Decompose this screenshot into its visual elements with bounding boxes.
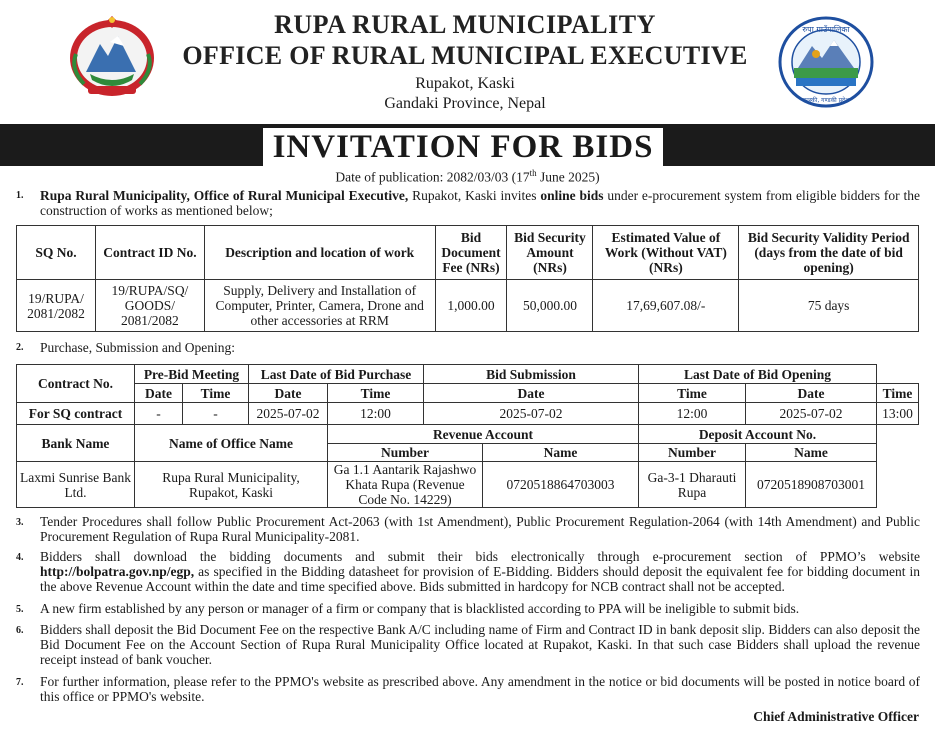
paragraph-number: 5. (16, 604, 24, 615)
col-doc-fee: Bid Document Fee (NRs) (435, 226, 507, 280)
address-line-2: Gandaki Province, Nepal (384, 95, 546, 112)
paragraph-number: 7. (16, 677, 24, 688)
paragraph-6: Bidders shall deposit the Bid Document Fee on the respective Bank A/C including name of Firm and Contract ID in bank deposit slip. Bidders can also deposit the Bid Document Fee on the Account Section of Rupa Rural Municipality Office located at Rupakot, Kaski. In that such case Bidders shall upload the revenue receipt instead of bank voucher. (40, 622, 920, 667)
bid-details-table (16, 225, 919, 332)
col-estimated-value: Estimated Value of Work (Without VAT) (NRs) (593, 226, 739, 280)
col-validity: Bid Security Validity Period (days from the date of bid opening) (739, 226, 919, 280)
col-sq-no: SQ No. (17, 226, 96, 280)
paragraph-number: 6. (16, 625, 24, 636)
col-security-amount: Bid Security Amount (NRs) (507, 226, 593, 280)
schedule-table: Contract No. Pre-Bid Meeting Last Date of Bid Purchase Bid Submission Last Date of Bid Opening Date Time Date Time Date Time Date Time For SQ contract - - 2025-07-02 12:00 2025-07-02 12:00 2025-07-02 13:00 Bank Name Name of Office Name Revenue Account Deposit Account No. Number Name Number Name Laxmi Sunrise Bank Ltd. Rupa Rural Municipality, Rupakot, Kaski Ga 1.1 Aantarik Rajashwo Khata Rupa (Revenue Code No. 14229) 0720518864703003 Ga-3-1 Dharauti Rupa 0720518908703001 (16, 364, 919, 508)
invitation-title: INVITATION FOR BIDS (263, 128, 663, 166)
nepal-emblem-icon (66, 14, 158, 100)
col-description: Description and location of work (204, 226, 435, 280)
letterhead (0, 0, 935, 122)
paragraph-3: Tender Procedures shall follow Public Procurement Act-2063 (with 1st Amendment), Public Procurement Regulation-2064 (with 14th Amendment) and Public Procurement Regulation of Rupa Rural Municipality-2081. (40, 514, 920, 544)
municipality-title: RUPA RURAL MUNICIPALITY (274, 10, 656, 39)
office-title: OFFICE OF RURAL MUNICIPAL EXECUTIVE (182, 41, 748, 70)
address-line-1: Rupakot, Kaski (415, 75, 515, 92)
rupa-municipality-logo-icon (776, 16, 876, 108)
table-row: For SQ contract - - 2025-07-02 12:00 2025-07-02 12:00 2025-07-02 13:00 (17, 403, 919, 425)
paragraph-5: A new firm established by any person or manager of a firm or company that is blacklisted according to PPA will be ineligible to submit bids. (40, 601, 800, 616)
col-contract-id: Contract ID No. (95, 226, 204, 280)
publication-date: Date of publication: 2082/03/03 (17th June 2025) (335, 168, 600, 185)
svg-text:कास्की, गण्डकी प्रदेश: कास्की, गण्डकी प्रदेश (802, 97, 850, 104)
table-row: 19/RUPA/ 2081/2082 19/RUPA/SQ/ GOODS/ 2081/2082 Supply, Delivery and Installation of Computer, Printer, Camera, Drone and other accessories at RRM 1,000.00 50,000.00 17,69,607.08/- 75 days (17, 280, 919, 332)
signature: Chief Administrative Officer (753, 709, 919, 724)
paragraph-7: For further information, please refer to the PPMO's website as prescribed above. Any amendment in the notice or bid documents will be posted in notice board of this office or PPMO's website. (40, 674, 920, 704)
paragraph-number: 3. (16, 517, 24, 528)
svg-text:रुपा गाउँपालिका: रुपा गाउँपालिका (802, 25, 850, 34)
paragraph-2: Purchase, Submission and Opening: (40, 340, 235, 355)
table-row: Laxmi Sunrise Bank Ltd. Rupa Rural Municipality, Rupakot, Kaski Ga 1.1 Aantarik Rajashwo Khata Rupa (Revenue Code No. 14229) 0720518864703003 Ga-3-1 Dharauti Rupa 0720518908703001 (17, 462, 919, 508)
paragraph-number: 2. (16, 342, 24, 353)
paragraph-number: 1. (16, 190, 24, 201)
paragraph-4: Bidders shall download the bidding documents and submit their bids electronically through e-procurement section of PPMO’s website http://bolpatra.gov.np/egp, as specified in the Bidding datasheet for provision of E-Bidding. Bidders should deposit the equivalent fee for bidding document in the above Revenue Account within the date and time specified above. Bids submitted in hardcopy for NCB contract shall not be accepted. (40, 549, 920, 594)
paragraph-number: 4. (16, 552, 24, 563)
ppmo-link[interactable]: http://bolpatra.gov.np/egp, (40, 564, 195, 579)
paragraph-1: Rupa Rural Municipality, Office of Rural Municipal Executive, Rupakot, Kaski invites online bids under e-procurement system from eligible bidders for the construction of works as mentioned below; (40, 188, 920, 218)
